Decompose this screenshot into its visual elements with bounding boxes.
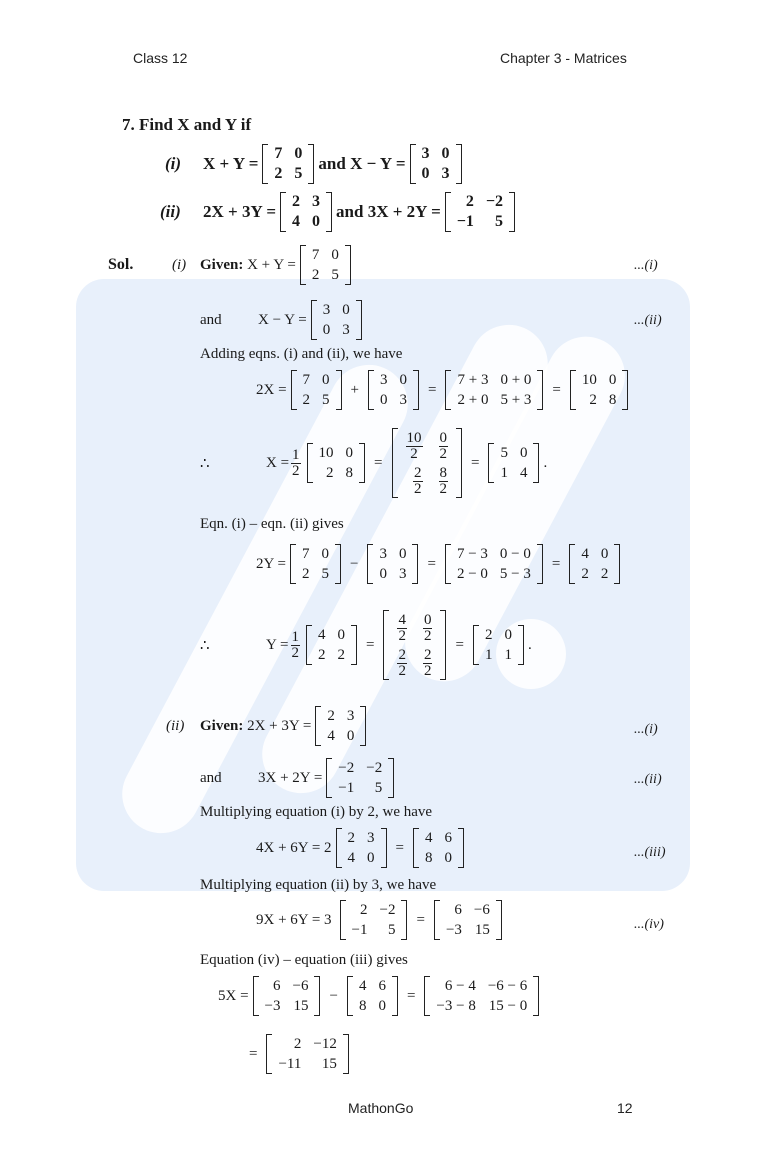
sub-equation: 5X = 6 −6 −3 15 − 4 6 8 0 = 6 − 4 −6 − 6 −3 − 8 15 − 0: [218, 976, 543, 1016]
equation-lhs: 3X + 2Y =: [367, 202, 441, 221]
header-class: Class 12: [133, 50, 188, 66]
step-text: Multiplying equation (ii) by 3, we have: [200, 877, 437, 893]
question-heading: [122, 115, 251, 135]
solution-part2-given-2: [200, 758, 398, 798]
equation-lhs: 9X + 6Y = 3: [256, 911, 332, 928]
equation-lhs: X − Y =: [258, 311, 307, 328]
part-label: (i): [172, 256, 187, 273]
part-label: (ii): [166, 717, 185, 734]
matrix: 2 −2 −1 5: [445, 192, 515, 232]
matrix: 3 0 0 3: [410, 144, 462, 184]
step-text: Equation (iv) – equation (iii) gives: [200, 952, 408, 968]
diff-equation: 2Y = 7 0 2 5 − 3 0 0 3 = 7 − 3 0 − 0 2 − 0 5 − 3 = 4 0 2 2: [256, 544, 624, 584]
mult1-equation: 4X + 6Y = 2 2 3 4 0 = 4 6 8 0: [256, 828, 468, 868]
solution-label: Sol.: [108, 256, 134, 273]
equation-tag: ...(i): [634, 722, 658, 737]
matrix: 3 0 0 3: [368, 370, 419, 410]
matrix: 7 − 3 0 − 0 2 − 0 5 − 3: [445, 544, 543, 584]
matrix: 3 0 0 3: [311, 300, 362, 340]
matrix: 4 6 8 0: [413, 828, 464, 868]
equation-lhs: 2X =: [256, 381, 287, 398]
equation-lhs: Y =: [266, 636, 289, 653]
equation-tag: ...(ii): [634, 772, 662, 787]
matrix: 3 0 0 3: [367, 544, 418, 584]
equation-tag: ...(ii): [634, 313, 662, 328]
part-label: (ii): [160, 202, 181, 221]
matrix: 4 0 2 2: [569, 544, 620, 584]
equation-lhs: 2X + 3Y =: [203, 202, 277, 221]
matrix: 2 −12 −11 15: [266, 1034, 348, 1074]
matrix: −2 −2 −1 5: [326, 758, 394, 798]
matrix: 7 0 2 5: [290, 544, 341, 584]
equation-tag: ...(iv): [634, 917, 664, 932]
header-chapter: Chapter 3 - Matrices: [500, 50, 627, 66]
matrix: 7 0 2 5: [300, 245, 351, 285]
y-solution: ∴ Y = $\frac{1}{2}$ 4 0 2 2 = $\frac{4}{2}$ $\frac{0}{2}$ $\frac{2}{2}$ $\frac{2}{2}$ = 2 0 1 1 .: [200, 612, 532, 679]
conjunction: and: [200, 769, 222, 786]
matrix: 6 −6 −3 15: [253, 976, 321, 1016]
matrix: 4 0 2 2: [306, 625, 357, 665]
therefore-symbol: ∴: [200, 455, 210, 472]
footer-brand: MathonGo: [348, 1100, 414, 1116]
matrix: 2 0 1 1: [473, 625, 524, 665]
equation-lhs: 4X + 6Y = 2: [256, 839, 332, 856]
part-label: (i): [165, 154, 182, 173]
sum-equation: 2X = 7 0 2 5 + 3 0 0 3 = 7 + 3 0 + 0 2 + 0 5 + 3 = 10 0 2 8: [256, 370, 632, 410]
matrix: 10 0 2 8: [307, 443, 366, 483]
solution-part2-given-1: [166, 706, 370, 746]
equation-lhs: 3X + 2Y =: [258, 769, 323, 786]
equation-lhs: 2X + 3Y =: [247, 717, 312, 734]
matrix: 7 + 3 0 + 0 2 + 0 5 + 3: [445, 370, 543, 410]
solution-given-2: [200, 300, 366, 340]
equation-lhs: X − Y =: [350, 154, 406, 173]
question-part-2: [160, 192, 519, 232]
sub-result: = 2 −12 −11 15: [244, 1034, 353, 1074]
step-text: Eqn. (i) – eqn. (ii) gives: [200, 516, 344, 532]
equation-tag: ...(i): [634, 258, 658, 273]
step-text: Adding eqns. (i) and (ii), we have: [200, 346, 403, 362]
page-number: 12: [617, 1100, 633, 1116]
matrix: 6 −6 −3 15: [434, 900, 502, 940]
given-label: Given:: [200, 256, 244, 273]
given-label: Given:: [200, 717, 244, 734]
equation-lhs: 5X =: [218, 987, 249, 1004]
solution-given-1: [108, 245, 355, 285]
matrix: 7 0 2 5: [291, 370, 342, 410]
equation-lhs: X =: [266, 454, 290, 471]
equation-lhs: X + Y =: [203, 154, 259, 173]
matrix: 6 − 4 −6 − 6 −3 − 8 15 − 0: [424, 976, 539, 1016]
matrix: 2 3 4 0: [336, 828, 387, 868]
conjunction: and: [200, 311, 222, 328]
matrix: 7 0 2 5: [262, 144, 314, 184]
matrix: 2 −2 −1 5: [340, 900, 408, 940]
matrix: 10 0 2 8: [570, 370, 629, 410]
equation-lhs: X + Y =: [247, 256, 296, 273]
matrix: 2 3 4 0: [315, 706, 366, 746]
question-title: Find X and Y if: [139, 115, 252, 134]
conjunction: and: [318, 154, 346, 173]
fraction-matrix: $\frac{10}{2}$ $\frac{0}{2}$ $\frac{2}{2}$ $\frac{8}{2}$: [392, 428, 463, 498]
question-part-1: [165, 144, 466, 184]
fraction: $\frac{1}{2}$: [292, 446, 300, 479]
equation-tag: ...(iii): [634, 845, 666, 860]
matrix: 4 6 8 0: [347, 976, 398, 1016]
equation-lhs: 2Y =: [256, 555, 286, 572]
mult2-equation: 9X + 6Y = 3 2 −2 −1 5 = 6 −6 −3 15: [256, 900, 506, 940]
question-number: 7.: [122, 115, 135, 134]
matrix: 5 0 1 4: [488, 443, 539, 483]
therefore-symbol: ∴: [200, 637, 210, 654]
x-solution: ∴ X = $\frac{1}{2}$ 10 0 2 8 = $\frac{10}{2}$ $\frac{0}{2}$ $\frac{2}{2}$ $\frac{8}{2}$ = 5 0 1 4 .: [200, 430, 548, 497]
step-text: Multiplying equation (i) by 2, we have: [200, 804, 433, 820]
fraction-matrix: $\frac{4}{2}$ $\frac{0}{2}$ $\frac{2}{2}$ $\frac{2}{2}$: [383, 610, 446, 680]
fraction: $\frac{1}{2}$: [291, 628, 299, 661]
conjunction: and: [336, 202, 364, 221]
matrix: 2 3 4 0: [280, 192, 332, 232]
